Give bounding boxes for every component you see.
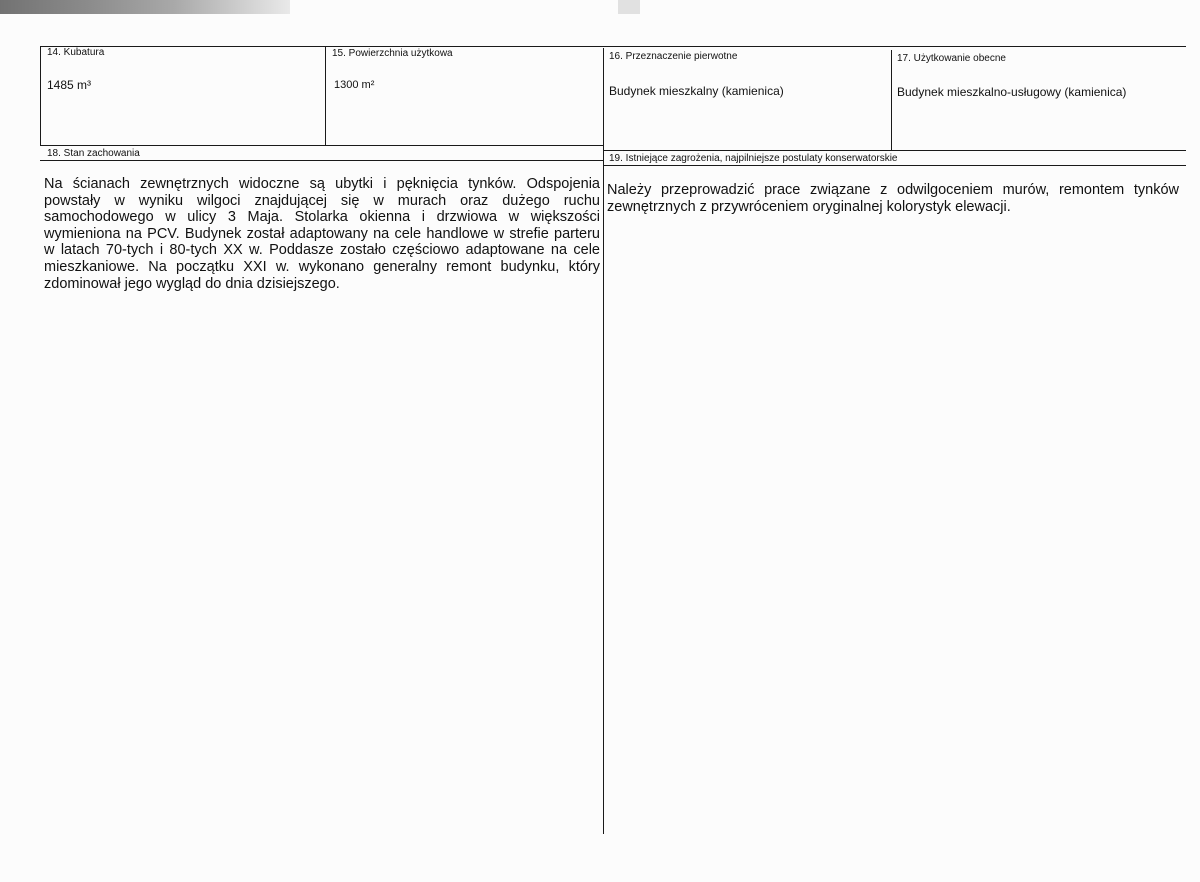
top-border: [40, 46, 1186, 47]
field-16-label: 16. Przeznaczenie pierwotne: [609, 51, 738, 62]
scan-artifact: [0, 0, 290, 14]
left-border: [40, 46, 41, 146]
scan-artifact: [618, 0, 640, 14]
field-14-value: 1485 m³: [47, 78, 92, 92]
section-18-label-rule: [40, 160, 604, 161]
field-17-label: 17. Użytkowanie obecne: [897, 53, 1006, 64]
row-divider-left: [40, 145, 604, 146]
field-17-value: Budynek mieszkalno-usługowy (kamienica): [897, 85, 1127, 99]
section-19-label: 19. Istniejące zagrożenia, najpilniejsze postulaty konserwatorskie: [609, 153, 898, 164]
field-15-value: 1300 m²: [334, 79, 375, 91]
section-18-text: Na ścianach zewnętrznych widoczne są ubytki i pęknięcia tynków. Odspojenia powstały w wyniku wilgoci znajdującej się w murach oraz dużego ruchu samochodowego w ulicy 3 Maja. Stolarka okienna i drzwiowa w większości wymieniona na PCV. Budynek został adaptowany na cele handlowe w strefie parteru w latach 70-tych i 80-tych XX w. Poddasze zostało częściowo adaptowane na cele mieszkaniowe. Na początku XXI w. wykonano generalny remont budynku, który zdominował jego wygląd do dnia dzisiejszego.: [44, 176, 600, 292]
field-16-value: Budynek mieszkalny (kamienica): [609, 84, 784, 98]
section-19-label-rule: [603, 165, 1186, 166]
row-divider-right: [603, 150, 1186, 151]
field-15-label: 15. Powierzchnia użytkowa: [332, 48, 453, 59]
section-19-text: Należy przeprowadzić prace związane z odwilgoceniem murów, remontem tynków zewnętrznych z przywróceniem oryginalnej kolorystyk elewacji.: [607, 182, 1179, 215]
section-18-label: 18. Stan zachowania: [47, 148, 140, 159]
field-14-label: 14. Kubatura: [47, 47, 105, 58]
divider-16-17: [891, 50, 892, 150]
divider-14-15: [325, 46, 326, 146]
